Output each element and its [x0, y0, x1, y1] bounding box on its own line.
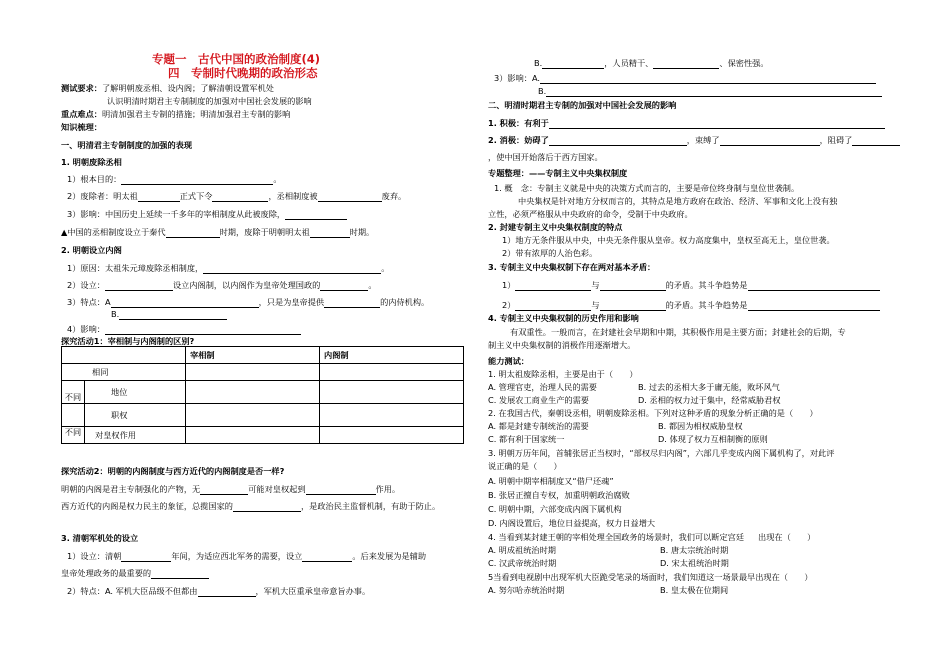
- fill-blank[interactable]: [310, 228, 350, 238]
- test-requirement-label: 测试要求：: [61, 83, 102, 93]
- feature-2: 2）带有浓厚的人治色彩。: [502, 248, 598, 258]
- q1-option-a[interactable]: A. 管理官吏，治理人民的需要: [488, 382, 597, 392]
- fill-blank[interactable]: [549, 119, 885, 129]
- activity-1-heading: 探究活动1：宰相制与内阁制的区别?: [61, 336, 195, 346]
- item-text: 3）影响：A.: [494, 73, 541, 83]
- q1-option-b[interactable]: B. 过去的丞相大多于庸无能，败坏风气: [638, 382, 780, 392]
- q4-option-b[interactable]: B. 唐太宗统治时期: [660, 545, 729, 555]
- item-text: 。: [381, 263, 390, 273]
- item-text: 2）特点：A. 军机大臣品级不但都由: [67, 586, 198, 596]
- fill-blank[interactable]: [600, 301, 666, 311]
- fill-blank[interactable]: [546, 87, 882, 97]
- fill-blank[interactable]: [306, 485, 376, 495]
- table-cell-empty: [62, 347, 186, 364]
- item-text: 3）影响：中国历史上延续一千多年的宰相制度从此被废除，: [67, 209, 286, 219]
- fill-blank[interactable]: [852, 136, 900, 146]
- fill-blank[interactable]: [515, 301, 591, 311]
- contradiction-1: [502, 280, 880, 291]
- contradictions-heading: 3. 专制主义中央集权制下存在两对基本矛盾：: [488, 262, 656, 272]
- ability-test-heading: 能力测试：: [488, 356, 529, 366]
- fill-blank[interactable]: [285, 210, 347, 220]
- item-negative: [488, 135, 900, 146]
- knowledge-heading: 知识梳理：: [61, 122, 102, 132]
- item-negative-2: ，使中国开始落后于西方国家。: [488, 152, 603, 162]
- item-text: 、保密性强。: [719, 58, 769, 68]
- fill-blank[interactable]: [542, 59, 604, 69]
- fill-blank[interactable]: [600, 281, 666, 291]
- fill-blank[interactable]: [540, 74, 876, 84]
- concept-line-1: 1. 概 念：专制主义就是中央的决策方式而言的，主要是帝位终身制与皇位世袭制。: [494, 183, 800, 193]
- item-text: 与: [591, 280, 600, 290]
- item-text: 。后来发展为是辅助: [352, 551, 427, 561]
- subheading-grand-council: 3. 清朝军机处的设立: [61, 533, 139, 543]
- role-line-1: 有双重性。一般而言，在封建社会早期和中期，其积极作用是主要方面；封建社会的后期，专: [510, 327, 846, 337]
- table-cell[interactable]: [186, 404, 320, 427]
- item-text: 2）设立：: [67, 280, 105, 290]
- item-text: 。: [273, 174, 282, 184]
- item-council-establish: [67, 551, 426, 562]
- section-heading-2: 二、明清时期君主专制的加强对中国社会发展的影响: [488, 100, 677, 110]
- subheading-abolish-chancellor: 1. 明朝废除丞相: [61, 157, 122, 167]
- q1-option-d[interactable]: D. 丞相的权力过于集中，经常威胁君权: [638, 395, 781, 405]
- item-text: 出现在（ ）: [758, 532, 816, 542]
- item-text: 2）: [502, 300, 516, 310]
- row-label-text: 对皇权作用: [95, 429, 136, 440]
- question-3: 3. 明朝万历年间，首辅张居正当权时，“部权尽归内阁”，六部几乎变成内阁下属机构了，对此评: [488, 448, 835, 458]
- item-text: ▲中国的丞相制度设立于秦代: [61, 227, 166, 237]
- item-text: ，丞相制度被: [268, 191, 318, 201]
- table-row-label-position: [62, 381, 186, 404]
- item-text: ，只是为皇帝提供: [258, 297, 325, 307]
- item-text: 1. 积极：有利于: [488, 118, 549, 128]
- q5-option-b[interactable]: B. 皇太极在位期间: [660, 585, 729, 595]
- diff-label-text: 不同: [64, 392, 82, 402]
- item-council-feature: [67, 586, 370, 597]
- item-text: 明朝的内阁是君主专制强化的产物，无: [61, 484, 201, 494]
- section-heading-1: 一、明清君主专制制度的加强的表现: [61, 140, 193, 150]
- item-text: 的内侍机构。: [380, 297, 430, 307]
- q3-option-a[interactable]: A. 明朝中期宰相制度又“借尸还魂”: [488, 476, 614, 486]
- item-text: 时期。: [349, 227, 375, 237]
- table-cell[interactable]: [320, 381, 464, 404]
- role-heading: 4. 专制主义中央集权制的历史作用和影响: [488, 313, 639, 323]
- page-subtitle: 四 专制时代晚期的政治形态: [168, 66, 318, 80]
- activity-2-heading: 探究活动2：明朝的内阁制度与西方近代的内阁制度是否一样?: [61, 466, 285, 476]
- fill-blank[interactable]: [748, 281, 880, 291]
- contradiction-2: [502, 300, 880, 311]
- item-text: 西方近代的内阁是权力民主的象征，总揽国家的: [61, 501, 233, 511]
- fill-blank[interactable]: [121, 175, 273, 185]
- q1-option-c[interactable]: C. 发展农工商业生产的需要: [488, 395, 589, 405]
- role-line-2: 制主义中央集权制的消极作用逐渐增大。: [488, 340, 636, 350]
- item-text: 时期，废除于明朝明太祖: [219, 227, 310, 237]
- question-2: 2. 在我国古代，秦朝设丞相，明朝废除丞相。下列对这种矛盾的现象分析正确的是（ ）: [488, 408, 818, 418]
- item-text: B.: [538, 86, 547, 96]
- table-row: [62, 364, 464, 381]
- item-text: 可能对皇权起到: [248, 484, 306, 494]
- fill-blank[interactable]: [324, 298, 380, 308]
- fill-blank[interactable]: [549, 136, 687, 146]
- table-row: [62, 381, 464, 404]
- table-cell[interactable]: [186, 427, 320, 444]
- concept-line-2: 中央集权是针对地方分权而言的，其特点是地方政府在政治、经济、军事和文化上没有独: [518, 196, 838, 206]
- question-3-cont: 说正确的是（ ）: [488, 461, 562, 471]
- feature-1: 1）地方无条件服从中央，中央无条件服从皇帝。权力高度集中，皇权至高无上，皇位世袭。: [502, 235, 835, 245]
- item-text: ，军机大臣重承皇帝意旨办事。: [255, 586, 371, 596]
- diff-label-bottom: [62, 427, 85, 443]
- question-4: [488, 532, 815, 543]
- q4-option-a[interactable]: A. 明成祖统治时期: [488, 545, 556, 555]
- fill-blank[interactable]: [111, 298, 259, 308]
- table-header-chancellor: 宰相制: [186, 347, 320, 364]
- table-header-row: [62, 347, 464, 364]
- focus-text: 明清加强君主专制的措施；明清加强君主专制的影响: [101, 109, 291, 119]
- item-positive: [488, 118, 885, 129]
- row-label-text: 地位: [111, 386, 128, 397]
- item-text: 2）废除者：明太祖: [67, 191, 138, 201]
- q2-option-c[interactable]: C. 都有利于国家统一: [488, 434, 565, 444]
- q5-option-a[interactable]: A. 努尔哈赤统治时期: [488, 585, 565, 595]
- fill-blank[interactable]: [200, 485, 248, 495]
- item-text: ，阻碍了: [819, 135, 853, 145]
- diff-label-text: 不同: [64, 427, 82, 437]
- q2-option-d[interactable]: D. 体现了权力互相制衡的原则: [658, 434, 768, 444]
- q4-option-d[interactable]: D. 宋太祖统治时期: [660, 558, 729, 568]
- fill-blank[interactable]: [318, 192, 382, 202]
- fill-blank[interactable]: [720, 136, 820, 146]
- q2-option-b[interactable]: B. 都因为相权威胁皇权: [658, 421, 743, 431]
- concept-line-3: 立性，必须严格服从中央政府的命令，受制于中央政府。: [488, 209, 693, 219]
- question-1: 1. 明太祖废除丞相，主要是由于（ ）: [488, 369, 638, 379]
- fill-blank[interactable]: [233, 502, 301, 512]
- fill-blank[interactable]: [151, 569, 209, 579]
- q4-option-c[interactable]: C. 汉武帝统治时期: [488, 558, 557, 568]
- item-cause: [67, 263, 389, 274]
- table-cell[interactable]: [186, 364, 320, 381]
- fill-blank[interactable]: [138, 192, 180, 202]
- item-text: 的矛盾。其斗争趋势是: [665, 300, 748, 310]
- item-influence: [67, 209, 347, 220]
- item-council-feature-b: [534, 58, 769, 69]
- fill-blank[interactable]: [203, 264, 381, 274]
- item-feature: [67, 297, 429, 308]
- item-text: 年间，为适应西北军务的需要，设立: [171, 551, 303, 561]
- fill-blank[interactable]: [320, 281, 368, 291]
- item-text: 4. 当看到某封建王朝的宰相处理全国政务的场景时，我们可以断定宫廷: [488, 532, 745, 542]
- table-row: [62, 427, 464, 444]
- diff-label-spacer: [62, 404, 85, 426]
- q3-option-d[interactable]: D. 内阁设置后，地位日益提高，权力日益增大: [488, 518, 656, 528]
- question-5: 5当看到电视剧中出现军机大臣跪受笔录的场面时，我们知道这一场景最早出现在（ ）: [488, 572, 813, 582]
- item-text: 1）原因：太祖朱元璋废除丞相制度，: [67, 263, 204, 273]
- subheading-cabinet: 2. 明朝设立内阁: [61, 245, 122, 255]
- q2-option-a[interactable]: A. 都是封建专制统治的需要: [488, 421, 589, 431]
- item-establish: [67, 280, 377, 291]
- fill-blank[interactable]: [212, 192, 268, 202]
- item-text: 的矛盾。其斗争趋势是: [665, 280, 748, 290]
- item-text: 1）设立：清朝: [67, 551, 122, 561]
- test-requirement-text-2: 认识明清时期君主专制制度的加强对中国社会发展的影响: [107, 96, 312, 106]
- table-header-cabinet: 内阁制: [320, 347, 464, 364]
- table-cell[interactable]: [320, 404, 464, 427]
- item-feature-b: [111, 309, 227, 320]
- table-row-label-power: [62, 404, 186, 427]
- fill-blank[interactable]: [515, 281, 591, 291]
- item-text: 2. 消极：妨碍了: [488, 135, 549, 145]
- topic-summary-heading: 专题整理：——专制主义中央集权制度: [488, 168, 628, 178]
- item-root-purpose: [67, 174, 282, 185]
- fill-blank[interactable]: [198, 587, 256, 597]
- item-text: 1）: [502, 280, 516, 290]
- item-text: 。: [368, 280, 377, 290]
- item-text: B.: [111, 309, 120, 319]
- comparison-table: [61, 346, 464, 444]
- fill-blank[interactable]: [119, 310, 227, 320]
- item-cabinet-influence: [67, 324, 301, 335]
- item-text: ，是政治民主监督机制，有助于防止。: [300, 501, 441, 511]
- item-text: 废弃。: [381, 191, 407, 201]
- item-council-influence: [494, 73, 876, 84]
- table-cell[interactable]: [320, 427, 464, 444]
- item-council-establish-2: [61, 568, 209, 579]
- item-text: 作用。: [375, 484, 401, 494]
- fill-blank[interactable]: [166, 228, 220, 238]
- fill-blank[interactable]: [105, 325, 301, 335]
- diff-label-top: [62, 381, 85, 403]
- fill-blank[interactable]: [302, 552, 352, 562]
- item-text: 1）根本目的：: [67, 174, 122, 184]
- item-council-influence-b: [538, 86, 882, 97]
- test-requirement-line: [61, 83, 274, 94]
- item-text: ，人员精干、: [604, 58, 654, 68]
- item-note-qin: [61, 227, 374, 238]
- table-row-label-effect: [62, 427, 186, 444]
- focus-line: [61, 109, 290, 120]
- fill-blank[interactable]: [653, 59, 719, 69]
- fill-blank[interactable]: [105, 281, 173, 291]
- page-title: 专题一 古代中国的政治制度(4): [152, 52, 321, 66]
- features-heading: 2. 封建专制主义中央集权制度的特点: [488, 222, 623, 232]
- item-text: 与: [591, 300, 600, 310]
- item-text: ，束缚了: [686, 135, 720, 145]
- test-requirement-text: 了解明朝废丞相、设内阁；了解清朝设置军机处: [101, 83, 274, 93]
- table-row: [62, 404, 464, 427]
- item-text: 皇帝处理政务的最重要的: [61, 568, 152, 578]
- item-text: 设立内阁制，以内阁作为皇帝处理国政的: [172, 280, 321, 290]
- fill-blank[interactable]: [748, 301, 880, 311]
- item-text: B.: [534, 58, 543, 68]
- q3-option-b[interactable]: B. 张居正擅自专权，加重明朝政治腐败: [488, 490, 630, 500]
- item-text: 4）影响：: [67, 324, 105, 334]
- activity-2-line-2: [61, 501, 440, 512]
- item-abolisher: [67, 191, 406, 202]
- table-cell[interactable]: [320, 364, 464, 381]
- item-text: 3）特点：A: [67, 297, 111, 307]
- table-row-label-same: 相同: [62, 364, 186, 381]
- item-text: 正式下令: [179, 191, 213, 201]
- table-cell[interactable]: [186, 381, 320, 404]
- fill-blank[interactable]: [121, 552, 171, 562]
- row-label-text: 职权: [111, 409, 128, 420]
- q3-option-c[interactable]: C. 明朝中期，六部变成内阁下属机构: [488, 504, 622, 514]
- focus-label: 重点难点：: [61, 109, 102, 119]
- activity-2-line-1: [61, 484, 400, 495]
